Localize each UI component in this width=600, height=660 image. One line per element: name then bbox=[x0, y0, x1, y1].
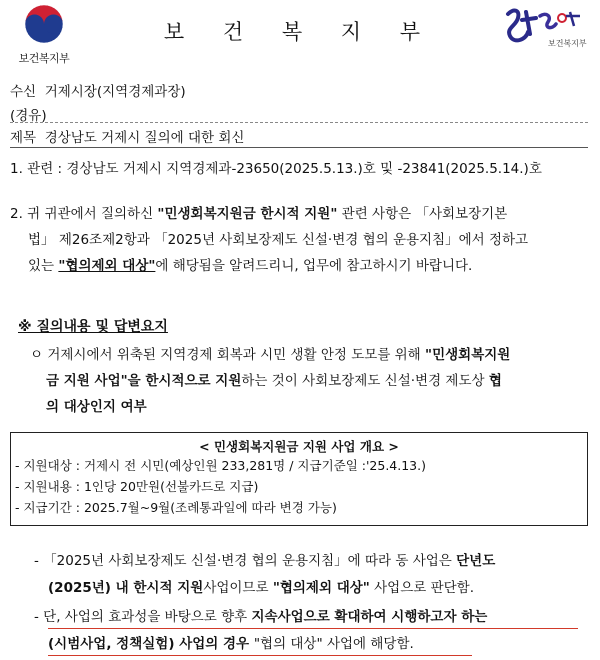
subject-line: 제목 경상남도 거제시 질의에 대한 회신 bbox=[10, 130, 245, 146]
overview-row: - 지원내용 : 1인당 20만원(선불카드로 지급) bbox=[15, 479, 259, 494]
item-1-reference: 1. 관련 : 경상남도 거제시 지역경제과-23650(2025.5.13.)호 및 -23841(2025.5.14.)호 bbox=[10, 161, 542, 177]
answer-1: - 「2025년 사회보장제도 신설·변경 협의 운용지침」에 따라 동 사업은 단년도 (2025년) 내 한시적 지원사업이므로 "협의제외 대상" 사업으로 판단함. bbox=[34, 553, 496, 596]
logo-label: 보건복지부 bbox=[18, 52, 70, 65]
recipient-line: 수신 거제시장(지역경제과장) bbox=[10, 84, 186, 100]
item-2-paragraph: 2. 귀 귀관에서 질의하신 "민생회복지원금 한시적 지원" 관련 사항은 「사회보장기본 법」 제26조제2항과 「2025년 사회보장제도 신설·변경 협의 운용지침」에서 정하고 있는 "협의제외 대상"에 해당됨을 알려드리니, 업무에 참고하시기 바랍니다. bbox=[10, 206, 529, 274]
overview-box bbox=[10, 432, 588, 526]
divider bbox=[10, 147, 588, 148]
section-title: ※ 질의내용 및 답변요지 bbox=[18, 319, 168, 335]
subject: 경상남도 거제시 질의에 대한 회신 bbox=[44, 130, 245, 146]
overview-row: - 지원대상 : 거제시 전 시민(예상인원 233,281명 / 지급기준일 :'25.4.13.) bbox=[15, 458, 426, 473]
answer-2: - 단, 사업의 효과성을 바탕으로 향후 지속사업으로 확대하여 시행하고자 하는 (시범사업, 정책실험) 사업의 경우 "협의 대상" 사업에 해당함. bbox=[34, 609, 488, 652]
red-underline bbox=[48, 628, 578, 629]
red-underline bbox=[48, 655, 472, 656]
via-line: (경유) bbox=[10, 108, 47, 124]
question-paragraph: ㅇ 거제시에서 위축된 지역경제 회복과 시민 생활 안정 도모를 위해 "민생회복지원 금 지원 사업"을 한시적으로 지원하는 것이 사회보장제도 신설·변경 제도상 협 의 대상인지 여부 bbox=[30, 347, 511, 415]
divider bbox=[10, 122, 588, 123]
innovation-signature-logo bbox=[500, 4, 592, 52]
overview-row: - 지급기간 : 2025.7월~9월(조례통과일에 따라 변경 가능) bbox=[15, 500, 337, 515]
signature-text: 보건복지부 bbox=[548, 39, 587, 48]
overview-title: < 민생회복지원금 지원 사업 개요 > bbox=[199, 439, 399, 454]
ministry-title: 보 건 복 지 부 bbox=[163, 20, 437, 44]
recipient: 거제시장(지역경제과장) bbox=[44, 84, 186, 100]
